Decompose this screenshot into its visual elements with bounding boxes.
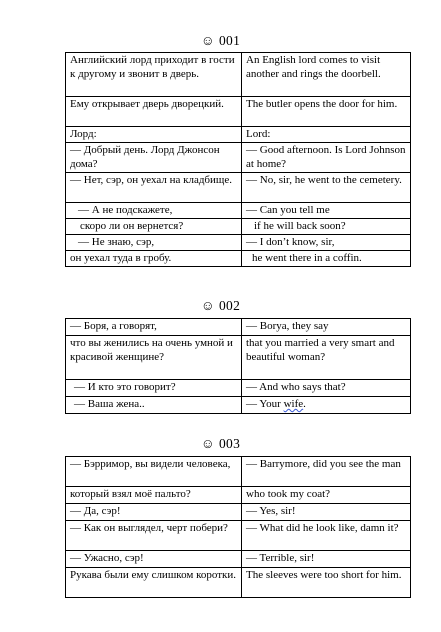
russian-cell: — Нет, сэр, он уехал на кладбище. [66,173,242,203]
russian-cell: — И кто это говорит? [66,380,242,397]
smiley-icon: ☺ [200,298,215,313]
table-row [66,336,411,380]
table-row [66,203,411,219]
english-cell: Lord: [242,127,411,143]
russian-cell: Рукава были ему слишком коротки. [66,568,242,598]
table-row [66,219,411,235]
english-cell: — What did he look like, damn it? [242,521,411,551]
english-cell: — Good afternoon. Is Lord Johnson at home? [242,143,411,173]
english-text-end: . [303,398,306,410]
russian-cell: Ему открывает дверь дворецкий. [66,97,242,127]
table-row [66,143,411,173]
table-row [66,521,411,551]
russian-cell: — Не знаю, сэр, [66,235,242,251]
joke-heading-003 [0,436,441,452]
russian-cell: — Боря, а говорят, [66,319,242,336]
table-row [66,380,411,397]
russian-cell: — Добрый день. Лорд Джонсон дома? [66,143,242,173]
russian-cell: — Да, сэр! [66,504,242,521]
table-row [66,97,411,127]
english-cell: — No, sir, he went to the cemetery. [242,173,411,203]
russian-cell: который взял моё пальто? [66,487,242,504]
english-cell: — Borya, they say [242,319,411,336]
russian-cell: — А не подскажете, [66,203,242,219]
english-cell: — I don’t know, sir, [242,235,411,251]
table-row [66,235,411,251]
english-cell: that you married a very smart and beautiful woman? [242,336,411,380]
table-row [66,457,411,487]
english-cell: — Yes, sir! [242,504,411,521]
english-cell: — Barrymore, did you see the man [242,457,411,487]
joke-number: 001 [218,33,241,48]
table-row [66,551,411,568]
table-row [66,319,411,336]
spellcheck-flagged-word: wife [283,398,304,410]
english-cell: if he will back soon? [242,219,411,235]
english-cell: who took my coat? [242,487,411,504]
russian-cell: что вы женились на очень умной и красивой женщине? [66,336,242,380]
russian-cell: Лорд: [66,127,242,143]
smiley-icon: ☺ [200,33,215,48]
russian-cell: скоро ли он вернется? [66,219,242,235]
joke-table-001 [65,52,411,267]
english-cell [242,397,411,414]
table-row [66,568,411,598]
english-cell: — And who says that? [242,380,411,397]
russian-cell: — Как он выглядел, черт побери? [66,521,242,551]
russian-cell: — Ваша жена.. [66,397,242,414]
joke-table-002 [65,318,411,414]
english-cell: An English lord comes to visit another and rings the doorbell. [242,53,411,97]
russian-cell: он уехал туда в гробу. [66,251,242,267]
english-cell: The butler opens the door for him. [242,97,411,127]
table-row [66,127,411,143]
joke-heading-002 [0,298,441,314]
joke-number: 003 [218,436,241,451]
english-cell: — Can you tell me [242,203,411,219]
joke-number: 002 [218,298,241,313]
russian-cell: — Бэрримор, вы видели человека, [66,457,242,487]
table-row [66,173,411,203]
english-cell: — Terrible, sir! [242,551,411,568]
russian-cell: Английский лорд приходит в гости к другому и звонит в дверь. [66,53,242,97]
smiley-icon: ☺ [200,436,215,451]
english-cell: The sleeves were too short for him. [242,568,411,598]
english-text: — Your [246,398,284,410]
joke-heading-001 [0,33,441,49]
table-row [66,487,411,504]
joke-table-003 [65,456,411,598]
russian-cell: — Ужасно, сэр! [66,551,242,568]
table-row [66,251,411,267]
table-row [66,504,411,521]
table-row [66,397,411,414]
english-cell: he went there in a coffin. [242,251,411,267]
table-row [66,53,411,97]
